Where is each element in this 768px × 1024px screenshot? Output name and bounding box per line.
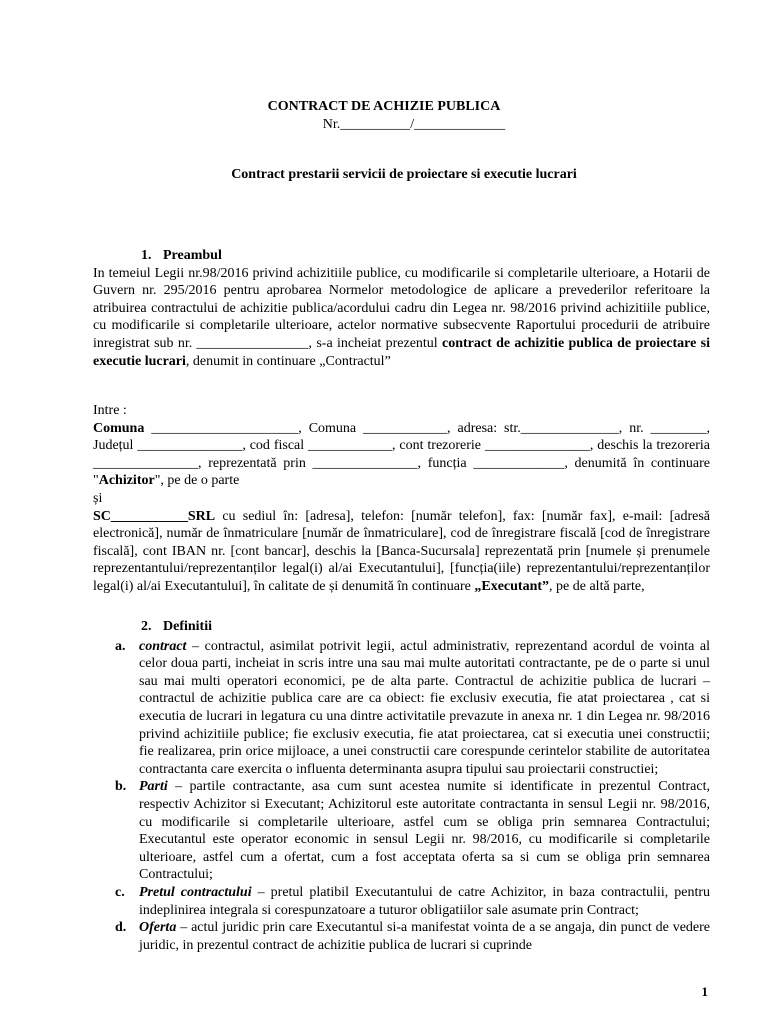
definition-text: – contractul, asimilat potrivit legii, actul administrativ, reprezentand acordul de vointa al celor doua parti, incheiat in scris intre una sau mai multe autoritati contractante, pe de o parte si unul sau mai multi operatori economici, pe de alta parte. Contractul de achizitie publica de lucrari – contractul de achizitie publica care are ca obiect: fie exclusiv executia, fie atat proiectarea , cat si executia de lucrari in legatura cu una dintre activitatile prevazute in anexa nr. 1 din Legea nr. 98/2016 privind achizitiile publice; fie exclusiv executia, fie atat proiectarea, cat si executia unei constructii; fie realizarea, prin orice mijloace, a unei constructii care corespunde cerintelor stabilite de autoritatea contractanta care exercita o influenta determinanta asupra tipului sau proiectarii constructiei;: [139, 638, 710, 777]
definition-item: [93, 638, 710, 779]
definition-term: Pretul contractului: [139, 884, 252, 900]
preambul-text-end: , denumit in continuare „Contractul”: [185, 353, 391, 369]
preambul-paragraph: [93, 265, 710, 371]
definition-text: – actul juridic prin care Executantul si-a manifestat vointa de a se angaja, din punct de vedere juridic, in prezentul contract de achizitie publica de lucrari si cuprinde: [139, 920, 710, 953]
item-letter: c.: [115, 884, 125, 900]
contract-title: CONTRACT DE ACHIZIE PUBLICA: [267, 99, 501, 114]
preambul-bold-text: contract de achizitie publica de proiectare si executie lucrari: [93, 335, 710, 369]
definition-term: contract: [139, 638, 187, 654]
section-title: Definitii: [163, 619, 212, 634]
definition-term: Oferta: [139, 920, 177, 936]
section-heading: [93, 247, 710, 265]
definition-text: – pretul platibil Executantului de catre Achizitor, in baza contractulii, pentru indeplinirea integrala si corespunzatoare a tuturor obligatiilor sale asumate prin Contract;: [139, 884, 711, 918]
achizitor-label: Achizitor: [98, 473, 155, 489]
executant-label: „Executant”: [474, 578, 550, 594]
definitions-list: [93, 638, 710, 955]
definition-item: [93, 919, 710, 954]
definition-text: – partile contractante, asa cum sunt acestea numite si identificate in prezentul Contract, respectiv Achizitor si Executant; Achizitorul este autoritate contractanta in sensul Legii nr. 98/2016, cu modificarile si completarile ulterioare, astfel cum se obliga prin semnarea Contractului; Executantul este operator economic in sensul Legii nr. 98/2016, cu modificarile si completarile ulterioare, astfel cum a ofertat, cum a fost acceptata oferta sa si cum se obliga prin semnarea Contractului;: [139, 779, 710, 883]
section-preambul: [93, 247, 710, 370]
achizitor-paragraph: [93, 420, 710, 490]
section-number: 2.: [141, 619, 152, 634]
intre-label: Intre :: [93, 403, 127, 418]
definition-item: [93, 884, 710, 919]
achizitor-text-end: ", pe de o parte: [154, 473, 240, 489]
section-definitii: [93, 618, 710, 954]
item-letter: a.: [115, 638, 126, 654]
contract-number-line: Nr.__________/_____________: [322, 117, 506, 132]
contract-subtitle: Contract prestarii servicii de proiectare si executie lucrari: [231, 167, 577, 182]
preambul-text: In temeiul Legii nr.98/2016 privind achizitiile publice, cu modificarile si completarile ulterioare, a Hotarii de Guvern nr. 295/2016 pentru aprobarea Normelor metodologice de aplicare a prevederilor referitoare la atribuirea contractului de achizitie publica/acordului cadru din Legea nr. 98/2016 privind achizitiile publice, cu modificarile si completarile ulterioare, actelor normative subsecvente Raportului procedurii de atribuire inregistrat sub nr. ________________, s-a incheiat prezentul: [93, 265, 710, 351]
definition-item: [93, 778, 710, 884]
item-letter: d.: [115, 920, 127, 936]
sc-label: SC___________SRL: [93, 508, 216, 524]
comuna-label: Comuna: [93, 420, 145, 436]
section-title: Preambul: [163, 248, 222, 263]
executant-text: cu sediul în: [adresa], telefon: [număr telefon], fax: [număr fax], e-mail: [adresă electronică], număr de înmatriculare [număr de înmatriculare], cod de înregistrare fiscală [cod de înregistrare fiscală], cont IBAN nr. [cont bancar], deschis la [Banca-Sucursala] reprezentată prin [numele și prenumele reprezentantului/reprezentanților legal(i) al/ai Executantului], [funcția(iile) reprezentantului/reprezentanților legal(i) al/ai Executantului], în calitate de și denumită în continuare: [93, 508, 710, 594]
item-letter: b.: [115, 779, 127, 795]
definition-term: Parti: [139, 779, 168, 795]
parties-block: [93, 402, 710, 596]
si-label: și: [93, 490, 103, 506]
executant-paragraph: [93, 508, 710, 596]
section-heading: [93, 618, 710, 636]
section-number: 1.: [141, 248, 152, 263]
achizitor-text: _____________________, Comuna ____________, adresa: str.______________, nr. ________, Județul _______________, cod fiscal ____________, cont trezorerie _______________, deschis la trezoreria _______________, reprezentată prin _______________, funcția _____________, denumită în continuare ": [93, 420, 710, 489]
page-number: 1: [701, 984, 708, 999]
executant-text-end: , pe de altă parte,: [549, 578, 645, 594]
